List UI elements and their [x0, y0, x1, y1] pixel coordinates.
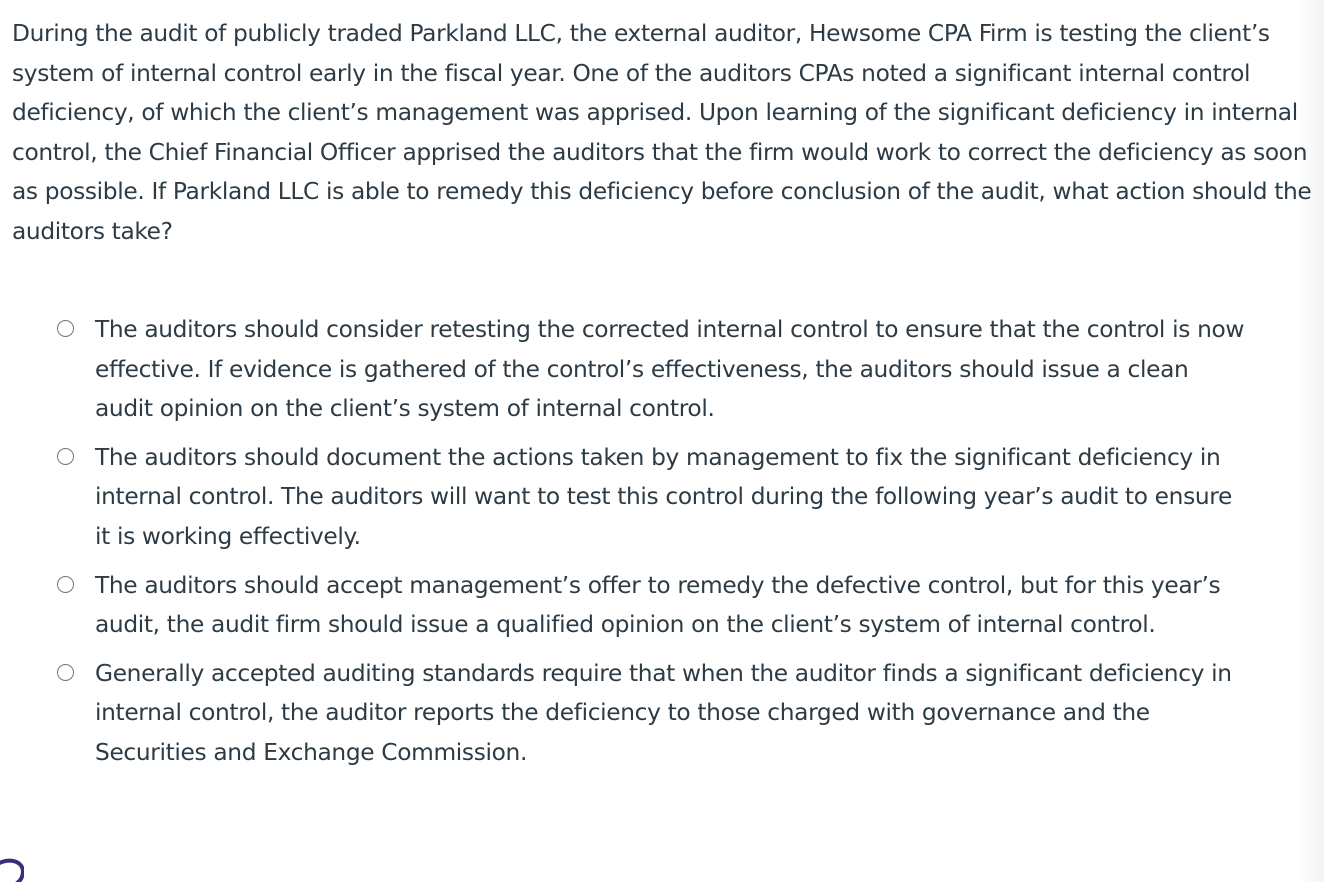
radio-button-icon[interactable]	[57, 576, 74, 593]
answer-option-text[interactable]: The auditors should document the actions taken by management to fix the significant deficiency in internal control. The auditors will want to test this control during the following year’s audit to ensure it is working effectively.	[95, 443, 1232, 550]
answer-option[interactable]	[57, 654, 1257, 773]
answer-option-text[interactable]: Generally accepted auditing standards require that when the auditor finds a significant deficiency in internal control, the auditor reports the deficiency to those charged with governance and the Securities and Exchange Commission.	[95, 659, 1232, 766]
answer-option[interactable]	[57, 310, 1257, 429]
answer-list	[57, 310, 1257, 782]
answer-option-text[interactable]: The auditors should accept management’s offer to remedy the defective control, but for this year’s audit, the audit firm should issue a qualified opinion on the client’s system of internal control.	[95, 571, 1221, 639]
radio-button-icon[interactable]	[57, 320, 74, 337]
answer-option[interactable]	[57, 438, 1257, 557]
partial-circle-icon	[0, 855, 24, 882]
radio-button-icon[interactable]	[57, 448, 74, 465]
radio-button-icon[interactable]	[57, 664, 74, 681]
answer-option[interactable]	[57, 566, 1257, 645]
question-text: During the audit of publicly traded Parkland LLC, the external auditor, Hewsome CPA Firm is testing the client’s system of internal control early in the fiscal year. One of the auditors CPAs noted a significant internal control deficiency, of which the client’s management was apprised. Upon learning of the significant deficiency in internal control, the Chief Financial Officer apprised the auditors that the firm would work to correct the deficiency as soon as possible. If Parkland LLC is able to remedy this deficiency before conclusion of the audit, what action should the auditors take?	[12, 20, 1312, 245]
answer-option-text[interactable]: The auditors should consider retesting the corrected internal control to ensure that the control is now effective. If evidence is gathered of the control’s effectiveness, the auditors should issue a clean audit opinion on the client’s system of internal control.	[95, 316, 1245, 423]
